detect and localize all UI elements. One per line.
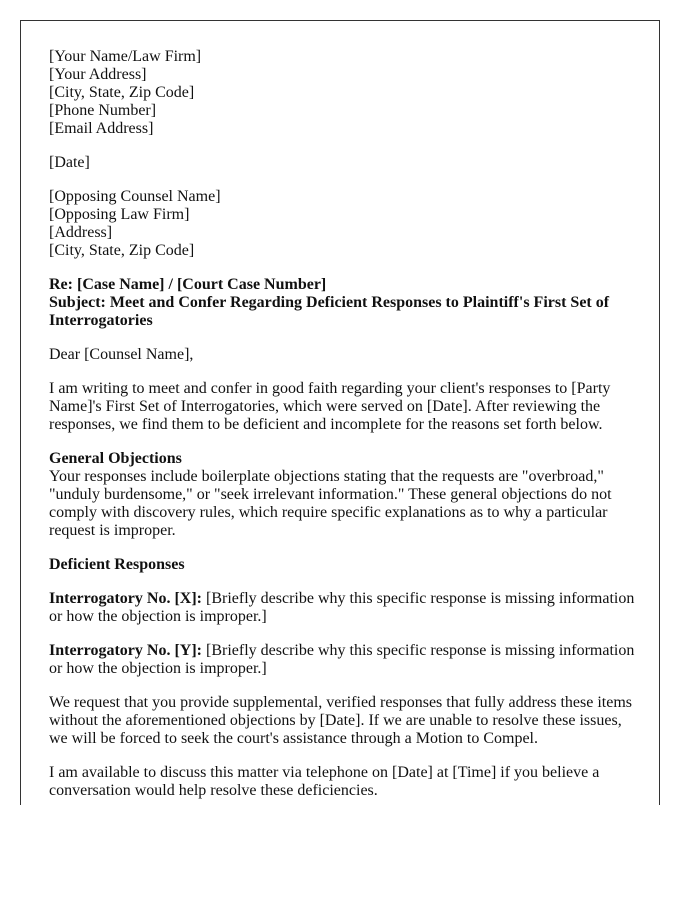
general-objections-section <box>49 450 641 540</box>
sender-name: [Your Name/Law Firm] <box>49 48 202 65</box>
sender-email: [Email Address] <box>49 120 154 137</box>
interrogatory-item <box>49 590 641 626</box>
interrogatory-text: [Briefly describe why this specific response is missing information or how the objection is improper.] <box>49 590 635 625</box>
availability-paragraph: I am available to discuss this matter via telephone on [Date] at [Time] if you believe a conversation would help resolve these deficiencies. <box>49 764 600 799</box>
subject-line: Subject: Meet and Confer Regarding Deficient Responses to Plaintiff's First Set of Interrogatories <box>49 294 610 329</box>
recipient-city: [City, State, Zip Code] <box>49 242 195 259</box>
intro-paragraph: I am writing to meet and confer in good faith regarding your client's responses to [Party Name]'s First Set of Interrogatories, which were served on [Date]. After reviewing the responses, we find them to be deficient and incomplete for the reasons set forth below. <box>49 380 611 433</box>
interrogatory-item <box>49 642 641 678</box>
recipient-name: [Opposing Counsel Name] <box>49 188 221 205</box>
interrogatory-label: Interrogatory No. [Y]: <box>49 642 202 659</box>
re-line: Re: [Case Name] / [Court Case Number] <box>49 276 327 293</box>
request-paragraph: We request that you provide supplemental, verified responses that fully address these items without the aforementioned objections by [Date]. If we are unable to resolve these issues, we will be forced to seek the court's assistance through a Motion to Compel. <box>49 694 632 747</box>
deficient-responses-heading <box>49 556 641 574</box>
letter-body <box>49 48 641 805</box>
general-objections-text: Your responses include boilerplate objections stating that the requests are "overbroad," "unduly burdensome," or "seek irrelevant information." These general objections do not comply with discovery rules, which require specific explanations as to why a particular request is improper. <box>49 468 612 539</box>
salutation: Dear [Counsel Name], <box>49 346 194 363</box>
subject-block <box>49 276 641 330</box>
deficient-responses-heading-text: Deficient Responses <box>49 556 185 573</box>
recipient-block <box>49 188 641 260</box>
sender-phone: [Phone Number] <box>49 102 157 119</box>
letter-page <box>20 20 660 805</box>
interrogatory-text: [Briefly describe why this specific response is missing information or how the objection is improper.] <box>49 642 635 677</box>
recipient-address: [Address] <box>49 224 113 241</box>
sender-block <box>49 48 641 138</box>
sender-city: [City, State, Zip Code] <box>49 84 195 101</box>
sender-address: [Your Address] <box>49 66 147 83</box>
recipient-firm: [Opposing Law Firm] <box>49 206 190 223</box>
interrogatory-label: Interrogatory No. [X]: <box>49 590 202 607</box>
general-objections-heading: General Objections <box>49 450 182 467</box>
letter-date: [Date] <box>49 154 90 171</box>
